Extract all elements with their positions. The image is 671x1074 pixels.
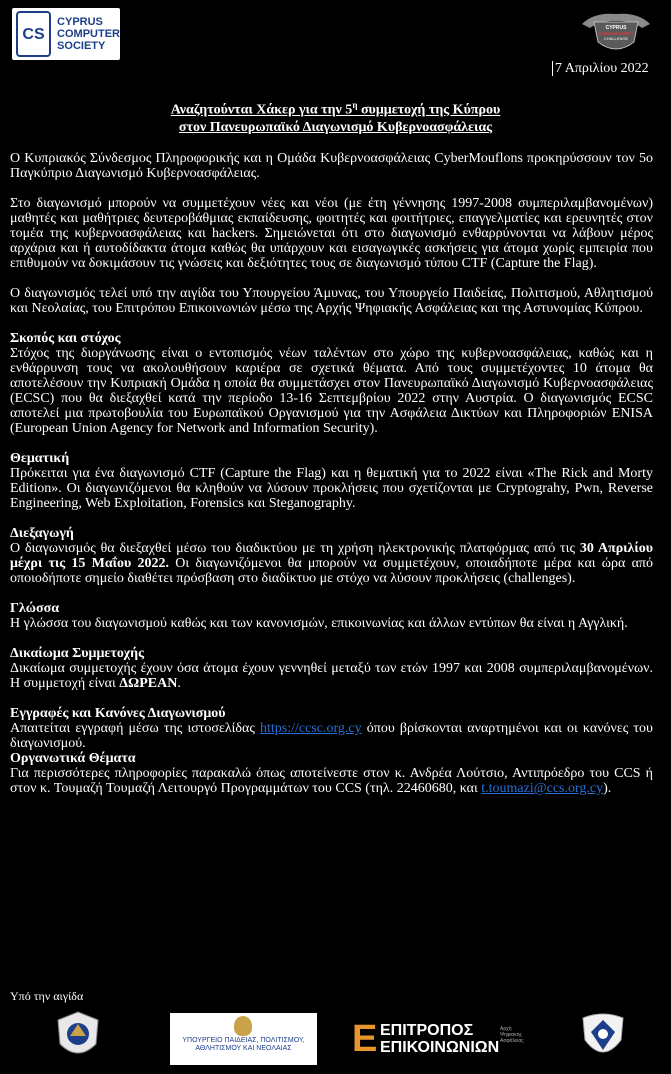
ccs-logo [12,8,120,60]
contact-email-link[interactable]: t.toumazi@ccs.org.cy [481,781,604,796]
svg-text:CHALLENGE: CHALLENGE [603,36,629,41]
heading-organisational: Οργανωτικά Θέματα [10,751,136,766]
cyber-challenge-logo [580,10,652,56]
heading-language: Γλώσσα [10,601,60,616]
police-emblem-icon [577,1010,629,1066]
commissioner-communications-logo: Ε ΕΠΙΤΡΟΠΟΣ ΕΠΙΚΟΙΝΩΝΙΩΝ Αρχή Ψηφιακής Ασφάλειας [352,1018,524,1060]
paragraph-intro: Ο Κυπριακός Σύνδεσμος Πληροφορικής και η Ομάδα Κυβερνοασφάλειας CyberMouflons προκηρύσσουν τον 5ο Παγκύπριο Διαγωνισμό Κυβερνοασφάλειας. [10,151,653,181]
section-language-text: Η γλώσσα του διαγωνισμού καθώς και των κανονισμών, επικοινωνίας και άλλων εντύπων θα είναι η Αγγλική. [10,616,628,631]
under-auspices-label: Υπό την αιγίδα [10,989,84,1003]
heading-theme: Θεματική [10,451,70,466]
army-emblem-icon [54,1010,102,1064]
ccs-mark-icon: CS [16,11,51,57]
svg-text:CYPRUS: CYPRUS [605,25,627,31]
registration-link[interactable]: https://ccsc.org.cy [260,721,362,736]
section-theme-text: Πρόκειται για ένα διαγωνισμό CTF (Capture the Flag) και η θεματική για το 2022 είναι «The Rick and Morty Edition». Οι διαγωνιζόμενοι θα κληθούν να λύσουν προκλήσεις που σχετίζονται με Cryptograhy, Pwn, Reverse Engineering, Web Exploitation, Forensics και Steganography. [10,466,653,511]
ministry-education-logo: ΥΠΟΥΡΓΕΙΟ ΠΑΙΔΕΙΑΣ, ΠΟΛΙΤΙΣΜΟΥ, ΑΘΛΗΤΙΣΜΟΥ ΚΑΙ ΝΕΟΛΑΙΑΣ [170,1013,317,1065]
ccs-logo-text: CYPRUS COMPUTER SOCIETY [57,16,120,52]
commissioner-e-icon: Ε [352,1018,378,1060]
heading-purpose: Σκοπός και στόχος [10,331,121,346]
document-title: Αναζητούνται Χάκερ για την $5^\eta$ συμμετοχή της Κύπρου στον Πανευρωπαϊκό Διαγωνισμό Κυβερνοασφάλειας [170,100,501,135]
paragraph-eligibility: Στο διαγωνισμό μπορούν να συμμετέχουν νέες και νέοι (με έτη γέννησης 1997-2008 συμπεριλαμβανομένων) μαθητές και μαθήτριες δευτεροβάθμιας εκπαίδευσης, φοιτητές και φοιτήτριες, επαγγελματίες και ερευνητές στον τομέα της κυβερνοασφάλειας και hackers. Σημειώνεται ότι στο διαγωνισμό ενθαρρύνονται να λάβουν μέρος αρχάρια και ή αυτοδίδακτα άτομα καθώς θα υπάρχουν και εισαγωγικές ασκήσεις για άτομα χωρίς εμπειρία που επιθυμούν να δοκιμάσουν τις γνώσεις και δεξιότητες τους σε διαγωνισμό τύπου CTF (Capture the Flag). [10,196,653,271]
footer-logos [0,1010,671,1068]
paragraph-auspices: Ο διαγωνισμός τελεί υπό την αιγίδα του Υπουργείου Άμυνας, του Υπουργείο Παιδείας, Πολιτισμού, Αθλητισμού και Νεολαίας, του Επιτρόπου Επικοινωνιών μέσω της Αρχής Ψηφιακής Ασφάλειας και της Αστυνομίας Κύπρου. [10,286,653,316]
svg-text:CYBER SECURITY: CYBER SECURITY [598,31,634,36]
section-registration-text: Απαιτείται εγγραφή μέσω της ιστοσελίδας https://ccsc.org.cy όπου βρίσκονται αναρτημένοι και οι κανόνες του διαγωνισμού. [10,721,653,751]
ministry-emblem-icon [234,1016,252,1036]
section-conduct-text: Ο διαγωνισμός θα διεξαχθεί μέσω του διαδικτύου με τη χρήση ηλεκτρονικής πλατφόρμας από τις 30 Απριλίου μέχρι τις 15 Μαΐου 2022. Οι διαγωνιζόμενοι θα μπορούν να συμμετέχουν, οποιαδήποτε μέρα και ώρα από οποιοδήποτε σημείο διαθέτει πρόσβαση στο διαδίκτυο με στόχο να λύσουν προκλήσεις (challenges). [10,541,654,586]
section-purpose-text: Στόχος της διοργάνωσης είναι ο εντοπισμός νέων ταλέντων στο χώρο της κυβερνοασφάλειας, καθώς και η ενθάρρυνση τους να ακολουθήσουν καριέρα σε σχετικά θέματα. Από τους συμμετέχοντες 10 άτομα θα αποτελέσουν την Κυπριακή Ομάδα η οποία θα συμμετάσχει στον Πανευρωπαϊκό Διαγωνισμό Κυβερνοασφάλειας (ECSC) που θα διεξαχθεί κατά την περίοδο 13-16 Σεπτεμβρίου 2022 στην Αυστρία. Ο διαγωνισμός ECSC αποτελεί μια πρωτοβουλία του Ευρωπαϊκού Οργανισμού για την Ασφάλεια Δικτύων και Πληροφοριών ENISA (European Union Agency for Network and Information Security). [10,346,653,436]
section-participation-text: Δικαίωμα συμμετοχής έχουν όσα άτομα έχουν γεννηθεί μεταξύ των ετών 1997 και 2008 συμπεριλαμβανομένων. Η συμμετοχή είναι ΔΩΡΕΑΝ. [10,661,653,691]
heading-conduct: Διεξαγωγή [10,526,74,541]
section-organisational-text: Για περισσότερες πληροφορίες παρακαλώ όπως αποτείνεστε στον κ. Ανδρέα Λούτσιο, Αντιπρόεδρο του CCS ή στον κ. Τουμαζή Τουμαζή Λειτουργό Προγραμμάτων του CCS (τηλ. 22460680, και t.toumazi@ccs.org.cy). [10,766,653,796]
document-date: 7 Απριλίου 2022 [552,61,649,76]
document-body [10,151,653,796]
heading-participation: Δικαίωμα Συμμετοχής [10,646,145,661]
heading-registration: Εγγραφές και Κανόνες Διαγωνισμού [10,706,226,721]
